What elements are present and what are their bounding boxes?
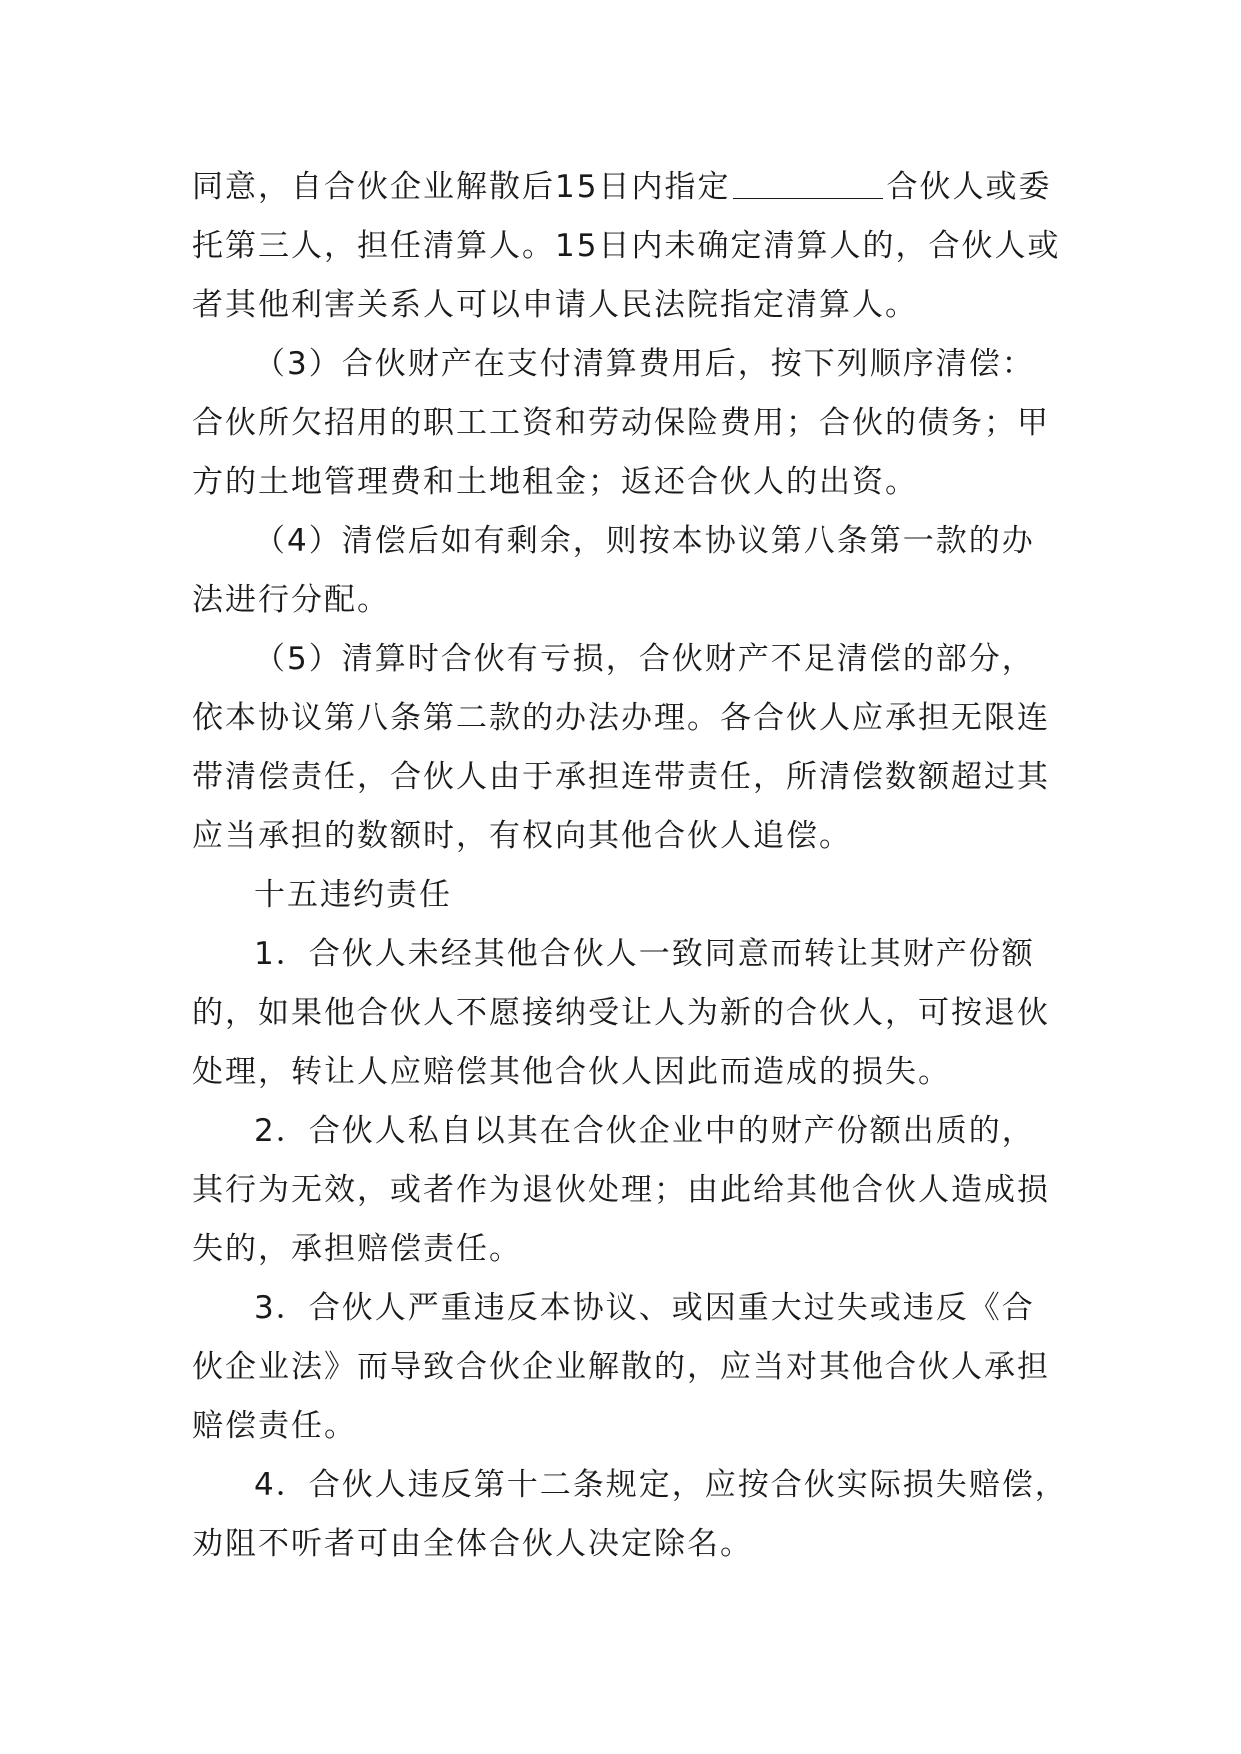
text-line: 方的土地管理费和土地租金；返还合伙人的出资。 — [192, 464, 918, 500]
text-line: （3）合伙财产在支付清算费用后，按下列顺序清偿： — [254, 346, 1035, 382]
text-line: 合伙所欠招用的职工工资和劳动保险费用；合伙的债务；甲 — [192, 405, 1050, 441]
text-line: 者其他利害关系人可以申请人民法院指定清算人。 — [192, 287, 918, 323]
text-line: 依本协议第八条第二款的办法办理。各合伙人应承担无限连 — [192, 700, 1050, 736]
text-line: 劝阻不听者可由全体合伙人决定除名。 — [192, 1526, 753, 1562]
text-line: 4．合伙人违反第十二条规定，应按合伙实际损失赔偿， — [254, 1467, 1068, 1503]
text-line: 法进行分配。 — [192, 582, 390, 618]
text-line: 伙企业法》而导致合伙企业解散的，应当对其他合伙人承担 — [192, 1349, 1050, 1385]
text-line: 处理，转让人应赔偿其他合伙人因此而造成的损失。 — [192, 1054, 951, 1090]
text-line: 赔偿责任。 — [192, 1408, 357, 1444]
text-segment: 同意，自合伙企业解散后15日内指定 — [192, 169, 731, 205]
text-line: （5）清算时合伙有亏损，合伙财产不足清偿的部分， — [254, 641, 1035, 677]
text-line: 的，如果他合伙人不愿接纳受让人为新的合伙人，可按退伙 — [192, 995, 1050, 1031]
text-line: 3．合伙人严重违反本协议、或因重大过失或违反《合 — [254, 1290, 1035, 1326]
text-line: 托第三人，担任清算人。15日内未确定清算人的，合伙人或 — [192, 228, 1061, 264]
text-line — [192, 158, 1052, 217]
text-line: 应当承担的数额时，有权向其他合伙人追偿。 — [192, 818, 852, 854]
text-line: 其行为无效，或者作为退伙处理；由此给其他合伙人造成损 — [192, 1172, 1050, 1208]
text-segment: 合伙人或委 — [886, 169, 1052, 205]
section-heading: 十五违约责任 — [254, 877, 452, 913]
fill-in-blank — [733, 172, 883, 199]
text-line: 失的，承担赔偿责任。 — [192, 1231, 522, 1267]
text-line: 1．合伙人未经其他合伙人一致同意而转让其财产份额 — [254, 936, 1035, 972]
text-line: 带清偿责任，合伙人由于承担连带责任，所清偿数额超过其 — [192, 759, 1050, 795]
body-text — [192, 158, 1068, 1574]
text-line: （4）清偿后如有剩余，则按本协议第八条第一款的办 — [254, 523, 1035, 559]
text-line: 2．合伙人私自以其在合伙企业中的财产份额出质的， — [254, 1113, 1035, 1149]
